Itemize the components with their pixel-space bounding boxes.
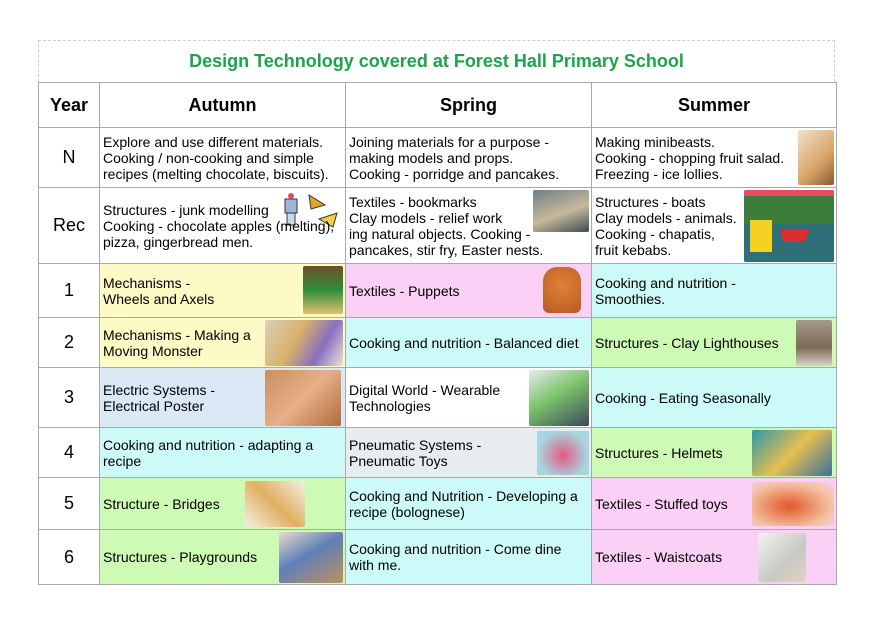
cell-text: Cooking and nutrition - Come dine with me. bbox=[349, 541, 562, 573]
cell-text: Cooking - Eating Seasonally bbox=[595, 389, 771, 406]
autumn-cell bbox=[100, 188, 346, 264]
autumn-cell bbox=[100, 264, 346, 318]
spring-cell bbox=[346, 264, 592, 318]
spring-cell bbox=[346, 428, 592, 478]
autumn-cell bbox=[100, 530, 346, 585]
cell-text: Joining materials for a purpose - making models and props. Cooking - porridge and pancakes. bbox=[349, 133, 560, 182]
autumn-cell bbox=[100, 478, 346, 530]
spring-cell bbox=[346, 530, 592, 585]
cell-text: Cooking and nutrition - adapting a recipe bbox=[103, 436, 314, 469]
table-row bbox=[39, 530, 837, 585]
table-row bbox=[39, 428, 837, 478]
cell-text: Mechanisms - Wheels and Axels bbox=[103, 274, 215, 307]
cell-text: Structure - Bridges bbox=[103, 495, 220, 512]
cell-text: Textiles - Waistcoats bbox=[595, 549, 723, 565]
summer-cell bbox=[592, 478, 837, 530]
summer-cell bbox=[592, 318, 837, 368]
summer-cell bbox=[592, 530, 837, 585]
year-label: 4 bbox=[39, 428, 100, 478]
spring-cell bbox=[346, 478, 592, 530]
header-row bbox=[39, 83, 837, 128]
cell-text: Making minibeasts. Cooking - chopping fruit salad. Freezing - ice lollies. bbox=[595, 133, 785, 182]
spring-cell bbox=[346, 368, 592, 428]
cell-text: Mechanisms - Making a Moving Monster bbox=[103, 326, 251, 359]
table-row bbox=[39, 188, 837, 264]
year-label: 5 bbox=[39, 478, 100, 530]
table-row bbox=[39, 318, 837, 368]
table-row bbox=[39, 478, 837, 530]
cell-text: Textiles - Stuffed toys bbox=[595, 495, 728, 512]
cell-text: Structures - junk modelling Cooking - chocolate apples (melting), pizza, gingerbread men. bbox=[103, 201, 335, 250]
spring-cell bbox=[346, 318, 592, 368]
autumn-cell bbox=[100, 368, 346, 428]
table-row bbox=[39, 264, 837, 318]
header-spring: Spring bbox=[346, 83, 592, 128]
autumn-cell bbox=[100, 428, 346, 478]
autumn-cell bbox=[100, 318, 346, 368]
header-year: Year bbox=[39, 83, 100, 128]
cell-text: Pneumatic Systems - Pneumatic Toys bbox=[349, 436, 482, 469]
year-label: Rec bbox=[39, 188, 100, 264]
table-row bbox=[39, 128, 837, 188]
year-label: 3 bbox=[39, 368, 100, 428]
summer-cell bbox=[592, 368, 837, 428]
cell-text: Cooking and nutrition - Balanced diet bbox=[349, 334, 579, 351]
year-label: 2 bbox=[39, 318, 100, 368]
cell-text: Textiles - bookmarks Clay models - relief work ing natural objects. Cooking - pancakes, stir fry, Easter nests. bbox=[349, 193, 544, 258]
summer-cell bbox=[592, 264, 837, 318]
year-label: 1 bbox=[39, 264, 100, 318]
cell-text: Structures - Helmets bbox=[595, 444, 723, 461]
cell-text: Structures - Playgrounds bbox=[103, 549, 258, 565]
spring-cell bbox=[346, 188, 592, 264]
page-title: Design Technology covered at Forest Hall Primary School bbox=[38, 40, 835, 82]
autumn-cell bbox=[100, 128, 346, 188]
cell-text: Cooking and Nutrition - Developing a recipe (bolognese) bbox=[349, 487, 578, 520]
cell-text: Structures - boats Clay models - animals. Cooking - chapatis, fruit kebabs. bbox=[595, 193, 737, 258]
summer-cell bbox=[592, 188, 837, 264]
cell-text: Digital World - Wearable Technologies bbox=[349, 381, 501, 414]
curriculum-table bbox=[38, 82, 837, 585]
spring-cell bbox=[346, 128, 592, 188]
table-row bbox=[39, 368, 837, 428]
cell-text: Textiles - Puppets bbox=[349, 282, 460, 299]
header-autumn: Autumn bbox=[100, 83, 346, 128]
cell-text: Electric Systems - Electrical Poster bbox=[103, 381, 216, 414]
cell-text: Cooking and nutrition - Smoothies. bbox=[595, 274, 736, 307]
cell-text: Structures - Clay Lighthouses bbox=[595, 334, 779, 351]
summer-cell bbox=[592, 128, 837, 188]
year-label: N bbox=[39, 128, 100, 188]
summer-cell bbox=[592, 428, 837, 478]
header-summer: Summer bbox=[592, 83, 837, 128]
cell-text: Explore and use different materials. Cooking / non-cooking and simple recipes (melting chocolate, biscuits). bbox=[103, 133, 329, 182]
year-label: 6 bbox=[39, 530, 100, 585]
